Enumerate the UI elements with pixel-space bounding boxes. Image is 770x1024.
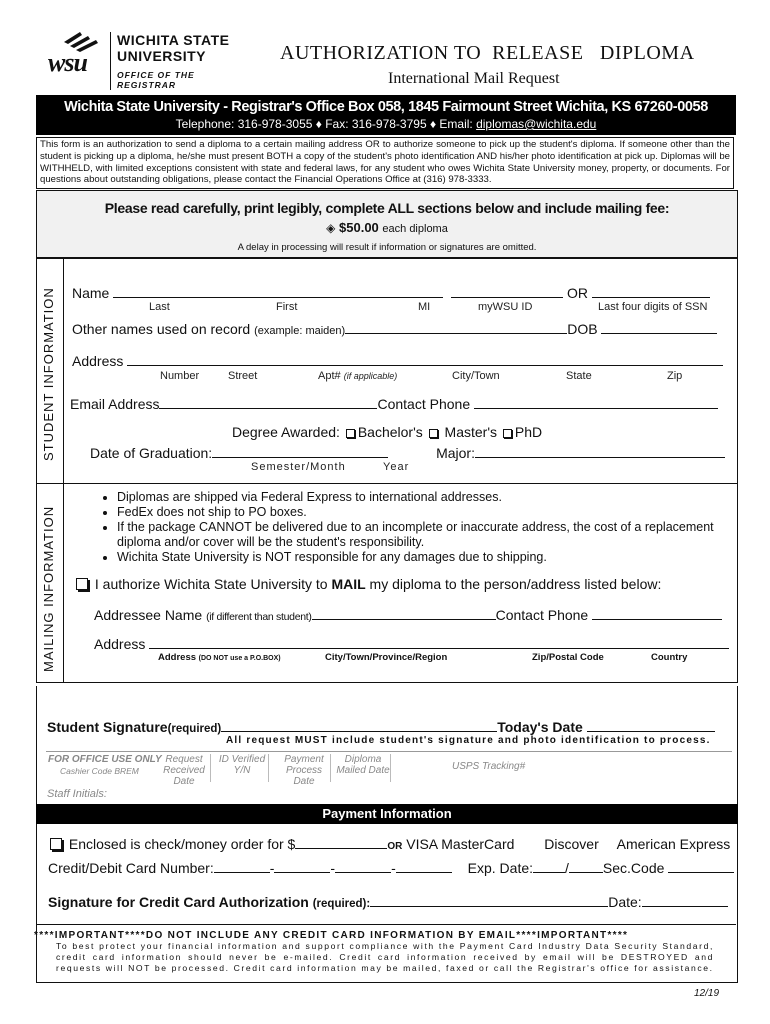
cashier-code: Cashier Code BREM <box>60 766 139 776</box>
bachelors-label: Bachelor's <box>357 424 423 440</box>
student-signature-row <box>47 719 715 735</box>
card-number-label: Credit/Debit Card Number: <box>48 860 214 876</box>
mailing-sub-address: Address <box>158 652 197 663</box>
mailing-section-label: MAILING INFORMATION <box>41 505 56 672</box>
student-signature-required: (required) <box>167 723 222 735</box>
exp-year-field[interactable] <box>569 872 603 873</box>
student-section-divider <box>63 259 64 483</box>
intro-text: This form is an authorization to send a diploma to a certain mailing address OR to authorize someone to pick up the student's diploma. If someone other than the student is picking up a diploma, he/she must present BOTH a copy of the student's photo identification AND his/her photo identification at pick up. Diplomas will be WITHHELD, with limited exceptions consistent with state and federal laws, for any student who owes Wichita State University money, property, or documents. For questions about outstanding obligations, please contact the Financial Operations Office at (316) 978-3333. <box>40 139 730 186</box>
logo-wordmark: wsu <box>48 48 87 77</box>
wsu-logo <box>46 28 106 76</box>
email-row <box>70 396 718 412</box>
address-sub-state: State <box>566 370 592 382</box>
cc-signature-row <box>48 894 728 910</box>
mailing-section-divider <box>63 484 64 682</box>
card-visa-mastercard[interactable]: VISA MasterCard <box>406 836 515 852</box>
delay-note: A delay in processing will result if information or signatures are omitted. <box>237 242 537 253</box>
addressee-note: (if different than student) <box>206 611 312 623</box>
office-phone-fax: Telephone: 316-978-3055 ♦ Fax: 316-978-3795 ♦ Email: <box>175 117 477 131</box>
mailing-sub-city: City/Town/Province/Region <box>325 652 448 663</box>
dob-field[interactable] <box>601 333 717 334</box>
bachelors-checkbox[interactable] <box>346 429 355 438</box>
card-amex[interactable]: American Express <box>616 836 731 852</box>
mailing-contact-field[interactable] <box>592 619 722 620</box>
name-row <box>72 285 722 301</box>
mailing-sub-country: Country <box>651 652 688 663</box>
office-banner <box>36 95 736 135</box>
address-sub-street: Street <box>228 370 258 382</box>
major-label: Major: <box>436 445 475 461</box>
name-sub-ssn: Last four digits of SSN <box>598 301 708 313</box>
mailing-bullet: • If the package CANNOT be delivered due to an incomplete or inaccurate address, the cost of a replacement diploma and/or cover will be the student's responsibility. <box>117 520 729 550</box>
payment-heading: Payment Information <box>322 806 452 821</box>
office-email-link[interactable]: diplomas@wichita.edu <box>476 117 597 131</box>
name-sub-mi: MI <box>418 301 431 313</box>
authorize-prefix: I authorize Wichita State University to <box>94 576 332 592</box>
student-address-label: Address <box>72 353 124 369</box>
address-sub-apt-label: Apt# <box>318 370 341 382</box>
cc-signature-label: Signature for Credit Card Authorization <box>48 894 309 910</box>
addressee-label: Addressee Name <box>94 607 203 623</box>
check-money-order-checkbox[interactable] <box>50 838 62 850</box>
card-number-field-1[interactable] <box>214 872 270 873</box>
univ-line2: UNIVERSITY <box>117 48 207 64</box>
address-sub-zip: Zip <box>667 370 683 382</box>
phd-label: PhD <box>514 424 543 440</box>
todays-date-label: Today's Date <box>497 719 583 735</box>
card-number-field-3[interactable] <box>335 872 391 873</box>
mailing-bullet: • FedEx does not ship to PO boxes. <box>117 505 729 520</box>
pci-text: To best protect your financial information and support compliance with the Payment Card Industry Data Security Standard, credit card information should never be e-mailed. Credit card information received by email will be DESTROYED and requests will NOT be processed. Credit card information may be mailed, faxed or call the Registrar's office for assistance. <box>56 941 714 973</box>
student-section-label: STUDENT INFORMATION <box>41 287 56 461</box>
email-field[interactable] <box>159 408 377 409</box>
mailing-bullets <box>97 490 729 565</box>
page-title: AUTHORIZATION TO RELEASE DIPLOMA <box>280 42 695 64</box>
addressee-row <box>94 607 722 623</box>
addressee-field[interactable] <box>312 619 496 620</box>
address-row <box>72 353 723 369</box>
office-col-payment-2: Process Date <box>285 765 323 787</box>
sec-code-field[interactable] <box>668 872 734 873</box>
name-sub-mywsu: myWSU ID <box>478 301 533 313</box>
sec-code-label: Sec.Code <box>602 860 665 876</box>
fee-line <box>37 220 737 235</box>
mailing-sub-zip: Zip/Postal Code <box>532 652 604 663</box>
graduation-row <box>90 445 725 461</box>
instructions-heading: Please read carefully, print legibly, complete ALL sections below and include mailing fee: <box>104 200 670 216</box>
student-address-field[interactable] <box>127 365 723 366</box>
signature-note: All request MUST include student's signature and photo identification to process. <box>226 735 711 746</box>
office-name: OFFICE OF THE REGISTRAR <box>117 70 195 90</box>
office-contact <box>36 117 736 131</box>
mailing-bullet: • Wichita State University is NOT responsible for any damages due to shipping. <box>117 550 729 565</box>
cc-date-field[interactable] <box>642 906 728 907</box>
fee-suffix: each diploma <box>382 223 448 235</box>
other-names-field[interactable] <box>345 333 567 334</box>
exp-month-field[interactable] <box>533 872 565 873</box>
office-address: Wichita State University - Registrar's Office Box 058, 1845 Fairmount Street Wichita, KS 67260-0058 <box>64 99 708 115</box>
grad-sub-semester: Semester/Month <box>251 461 346 473</box>
cc-date-label: Date: <box>608 894 642 910</box>
authorize-suffix: my diploma to the person/address listed below: <box>365 576 662 592</box>
office-col-request-2: Received Date <box>163 765 205 787</box>
contact-phone-label: Contact Phone <box>377 396 471 412</box>
todays-date-field[interactable] <box>587 731 715 732</box>
card-discover[interactable]: Discover <box>544 836 599 852</box>
address-sub-apt <box>318 370 397 382</box>
cc-signature-field[interactable] <box>370 906 608 907</box>
address-sub-apt-note: (if applicable) <box>343 371 398 381</box>
cc-signature-required: (required): <box>312 898 371 910</box>
exp-date-label: Exp. Date: <box>467 860 534 876</box>
fee-amount: $50.00 <box>339 220 379 235</box>
office-col-id-2: Y/N <box>233 765 251 776</box>
office-col-payment <box>278 754 331 787</box>
univ-line1: WICHITA STATE <box>117 32 230 48</box>
card-number-field-2[interactable] <box>274 872 330 873</box>
name-label: Name <box>72 285 110 301</box>
masters-checkbox[interactable] <box>429 429 438 438</box>
card-number-field-4[interactable] <box>396 872 452 873</box>
diamond-icon: ◈ <box>326 221 336 235</box>
mailing-address-sub <box>158 652 281 663</box>
page-subtitle: International Mail Request <box>388 70 560 87</box>
office-col-id <box>216 754 269 782</box>
payment-heading-bar <box>36 804 738 824</box>
student-signature-field[interactable] <box>221 731 497 732</box>
intro-box <box>36 137 734 189</box>
office-col-diploma-2: Mailed Date <box>336 765 390 776</box>
card-number-row: Credit/Debit Card Number: - - - Exp. Date: / Sec.Code <box>48 860 734 876</box>
office-col-id-1: ID Verified <box>218 754 266 765</box>
important-warning: ****IMPORTANT****DO NOT INCLUDE ANY CREDIT CARD INFORMATION BY EMAIL****IMPORTANT**** <box>34 930 629 941</box>
address-sub-number: Number <box>160 370 200 382</box>
mailing-address-row <box>94 636 729 652</box>
authorize-row <box>74 576 661 592</box>
mailing-contact-label: Contact Phone <box>495 607 589 623</box>
student-signature-label: Student Signature <box>47 719 168 735</box>
ssn-field[interactable] <box>592 297 710 298</box>
staff-initials: Staff Initials: <box>47 788 107 800</box>
graduation-label: Date of Graduation: <box>90 445 213 461</box>
name-field[interactable] <box>113 297 443 298</box>
check-label: Enclosed is check/money order for $ <box>68 836 296 852</box>
other-names-label: Other names used on record <box>72 321 251 337</box>
check-amount-field[interactable] <box>295 848 387 849</box>
name-sub-last: Last <box>149 301 170 313</box>
address-sub-city: City/Town <box>452 370 500 382</box>
mailing-bullet: • Diplomas are shipped via Federal Express to international addresses. <box>117 490 729 505</box>
form-version: 12/19 <box>694 988 720 999</box>
mailing-address-label: Address <box>94 636 146 652</box>
mailing-address-field[interactable] <box>149 648 729 649</box>
office-col-request <box>158 754 211 787</box>
other-names-example: (example: maiden) <box>254 325 346 337</box>
name-sub-first: First <box>276 301 298 313</box>
office-col-diploma <box>336 754 391 782</box>
or-label: OR <box>567 285 589 301</box>
check-row <box>48 836 730 852</box>
contact-phone-field[interactable] <box>474 408 718 409</box>
instructions-box <box>36 190 738 258</box>
email-label: Email Address <box>70 396 160 412</box>
mailing-sub-address-note: (DO NOT use a P.O.BOX) <box>198 655 281 662</box>
authorize-mail-word: MAIL <box>331 576 366 592</box>
office-use-label: FOR OFFICE USE ONLY <box>48 754 162 765</box>
authorize-mail-checkbox[interactable] <box>76 578 88 590</box>
usps-tracking: USPS Tracking# <box>452 761 526 772</box>
mywsu-id-field[interactable] <box>451 297 563 298</box>
office-col-request-1: Request <box>165 754 203 765</box>
pci-box <box>36 924 736 981</box>
masters-label: Master's <box>444 424 498 440</box>
payment-or-label: OR <box>387 841 403 852</box>
dob-label: DOB <box>567 321 598 337</box>
university-wordmark <box>110 32 247 90</box>
grad-sub-year: Year <box>383 461 410 473</box>
degree-row <box>232 424 542 440</box>
other-names-row <box>72 321 717 337</box>
major-field[interactable] <box>475 457 725 458</box>
office-use-box <box>46 751 732 787</box>
graduation-field[interactable] <box>212 457 388 458</box>
degree-label: Degree Awarded: <box>232 424 340 440</box>
office-col-payment-1: Payment <box>284 754 324 765</box>
phd-checkbox[interactable] <box>503 429 512 438</box>
office-col-diploma-1: Diploma <box>344 754 382 765</box>
